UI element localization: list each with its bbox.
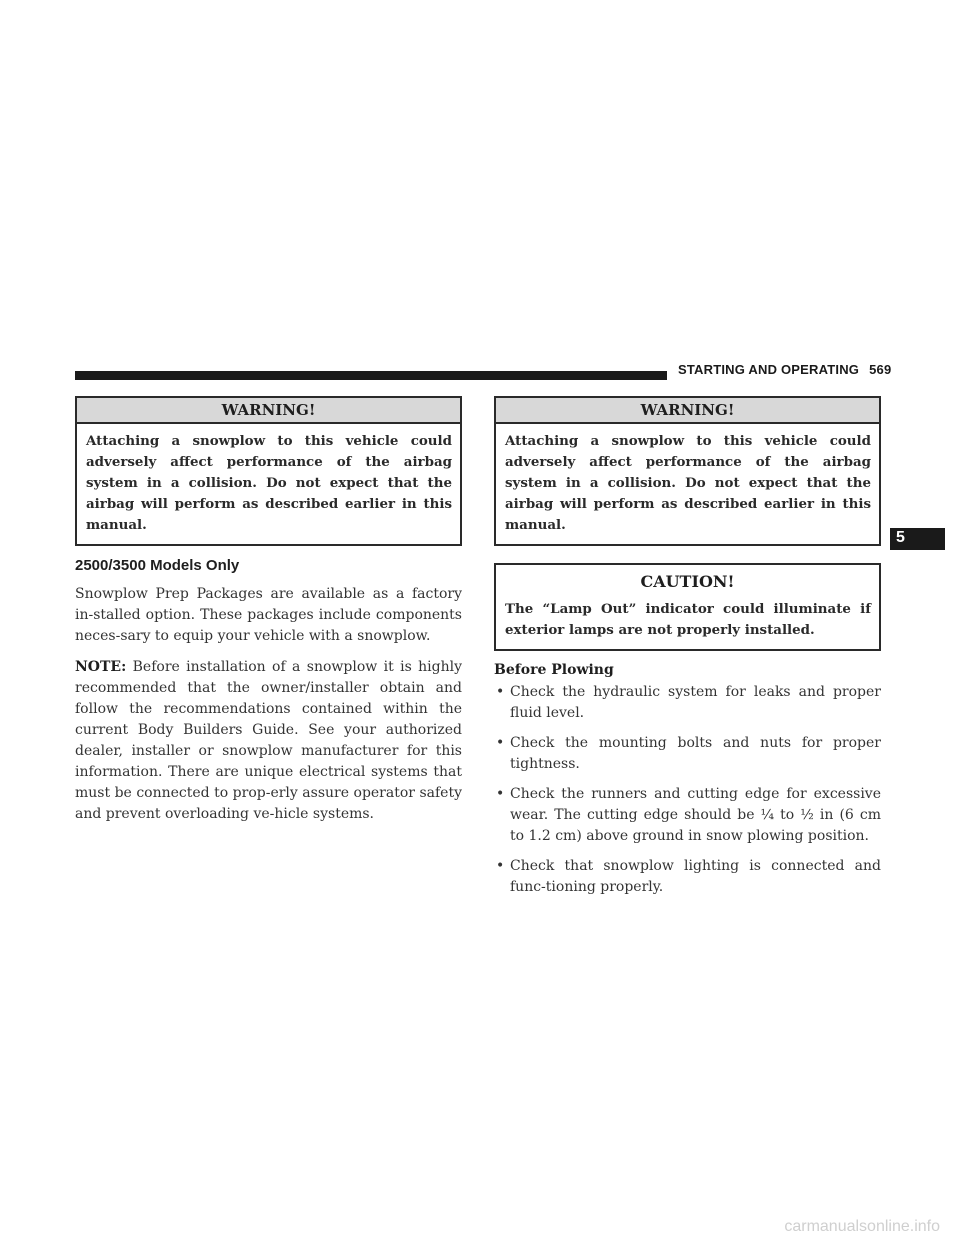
- header-rule: [75, 371, 667, 380]
- list-item-text: Check that snowplow lighting is connected and func-tioning properly.: [510, 858, 881, 895]
- list-item: [494, 856, 881, 898]
- left-column: [75, 396, 462, 825]
- watermark: carmanualsonline.info: [784, 1218, 940, 1235]
- caution-text: The “Lamp Out” indicator could illuminate if exterior lamps are not properly installed.: [505, 601, 871, 638]
- section-heading: Before Plowing: [494, 662, 614, 678]
- paragraph: Snowplow Prep Packages are available as a factory in-stalled option. These packages include components neces-sary to equip your vehicle with a snowplow.: [75, 586, 462, 644]
- bullet-icon: •: [496, 858, 505, 874]
- warning-title: WARNING!: [496, 398, 879, 424]
- caution-box: [494, 563, 881, 651]
- list-item: [494, 784, 881, 847]
- note-text: Before installation of a snowplow it is highly recommended that the owner/installer obtain and follow the recommendations contained within the current Body Builders Guide. See your authorized dealer, installer or snowplow manufacturer for this information. There are unique electrical systems that must be connected to prop-erly assure operator safety and prevent overloading ve-hicle systems.: [75, 659, 462, 822]
- note-label: NOTE:: [75, 659, 127, 675]
- note-paragraph: [75, 657, 462, 825]
- right-column: [494, 396, 881, 907]
- bullet-icon: •: [496, 786, 505, 802]
- list-item: [494, 682, 881, 724]
- warning-text: Attaching a snowplow to this vehicle could adversely affect performance of the airbag system in a collision. Do not expect that the airbag will perform as described earlier in this manual.: [86, 433, 452, 533]
- chapter-number: 5: [896, 529, 905, 546]
- list-item-text: Check the mounting bolts and nuts for proper tightness.: [510, 735, 881, 772]
- running-header: [678, 362, 891, 377]
- warning-box: [494, 396, 881, 546]
- warning-title: WARNING!: [77, 398, 460, 424]
- chapter-tab: [890, 528, 945, 550]
- list-item-text: Check the runners and cutting edge for excessive wear. The cutting edge should be ¼ to ½ in (6 cm to 1.2 cm) above ground in snow plowing position.: [510, 786, 881, 844]
- page-number: 569: [869, 362, 892, 377]
- list-item: [494, 733, 881, 775]
- checklist: [494, 682, 881, 898]
- caution-title: CAUTION!: [496, 565, 879, 597]
- section-title: STARTING AND OPERATING: [678, 362, 860, 377]
- bullet-icon: •: [496, 684, 505, 700]
- bullet-icon: •: [496, 735, 505, 751]
- list-item-text: Check the hydraulic system for leaks and proper fluid level.: [510, 684, 881, 721]
- warning-box: [75, 396, 462, 546]
- warning-text: Attaching a snowplow to this vehicle could adversely affect performance of the airbag system in a collision. Do not expect that the airbag will perform as described earlier in this manual.: [505, 433, 871, 533]
- section-heading: 2500/3500 Models Only: [75, 557, 240, 574]
